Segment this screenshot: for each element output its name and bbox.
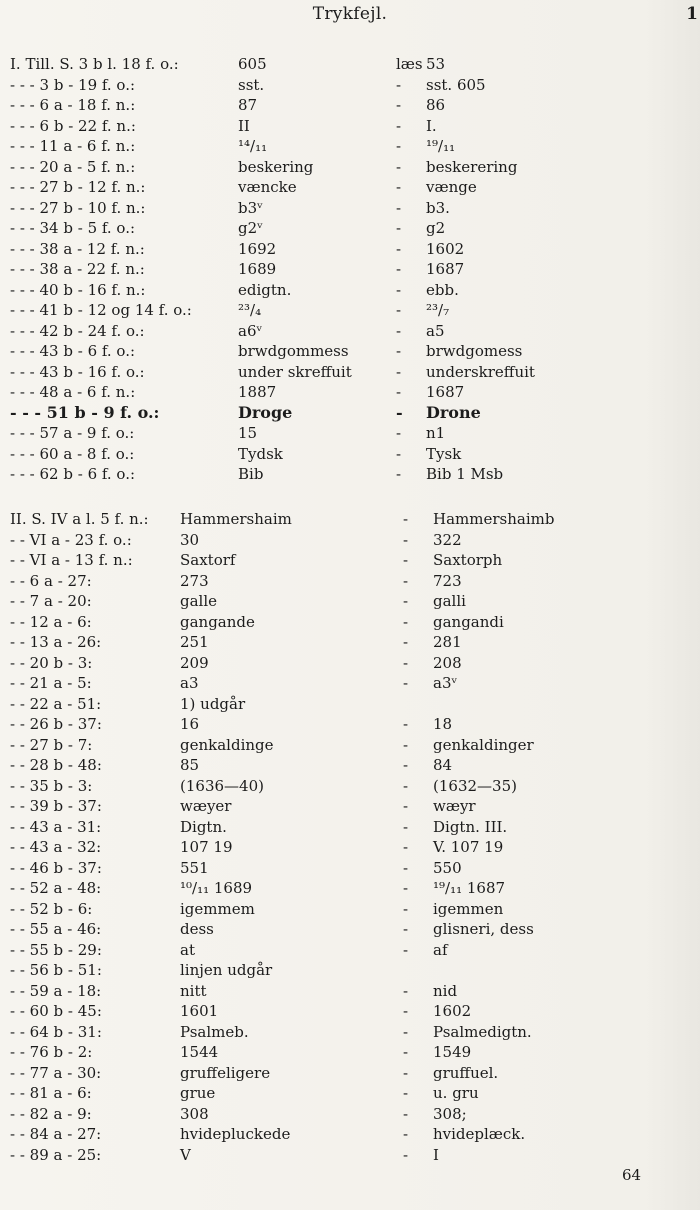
errata-row (0, 612, 700, 633)
errata-right: Bib 1 Msb (426, 465, 504, 483)
errata-prefix: - - - 43 b - 6 f. o.: (10, 342, 136, 360)
errata-wrong: genkaldinge (180, 735, 274, 754)
errata-right: g2 (426, 219, 446, 237)
errata-prefix: - - 28 b - 48: (10, 756, 102, 774)
errata-row (0, 837, 700, 858)
errata-dash: - (403, 592, 409, 610)
errata-dash: - (403, 776, 409, 795)
errata-prefix: - - 52 a - 48: (10, 879, 102, 897)
errata-right: Saxtorph (433, 551, 503, 569)
errata-right: af (433, 940, 448, 959)
errata-dash: - (403, 571, 409, 590)
errata-wrong: a6ᵛ (238, 321, 263, 340)
errata-prefix: - - - 6 a - 18 f. n.: (10, 96, 136, 114)
errata-row (0, 177, 700, 198)
errata-prefix: - - 55 b - 29: (10, 940, 102, 959)
errata-row (0, 362, 700, 383)
errata-wrong: Hammershaim (180, 510, 292, 528)
page-title: Trykfejl. (312, 4, 388, 24)
errata-row (0, 981, 700, 1002)
errata-row (0, 1063, 700, 1084)
errata-right: gruffuel. (433, 1063, 499, 1082)
errata-row (0, 858, 700, 879)
errata-prefix: - - - 48 a - 6 f. n.: (10, 383, 136, 401)
errata-prefix: - - 59 a - 18: (10, 981, 102, 1000)
errata-prefix: - - 55 a - 46: (10, 920, 102, 938)
errata-dash: - (403, 510, 409, 528)
errata-row (0, 75, 700, 96)
errata-row (0, 444, 700, 465)
errata-wrong: galle (180, 592, 218, 610)
errata-right: Tysk (426, 444, 462, 463)
errata-row (0, 899, 700, 920)
errata-row (0, 735, 700, 756)
errata-dash: - (403, 612, 409, 631)
errata-dash: - (403, 674, 409, 692)
errata-prefix: - - 76 b - 2: (10, 1043, 93, 1061)
errata-dash: - (396, 402, 403, 422)
errata-right: 86 (426, 96, 446, 114)
errata-dash: - (403, 735, 409, 754)
errata-right: ²³/₇ (426, 301, 450, 319)
errata-prefix: - - - 62 b - 6 f. o.: (10, 465, 136, 483)
errata-wrong: a3 (180, 674, 199, 692)
errata-row (0, 300, 700, 321)
errata-prefix: - - 52 b - 6: (10, 899, 93, 918)
errata-right: 1687 (426, 383, 465, 401)
errata-dash: - (396, 301, 402, 319)
errata-dash: - (396, 178, 402, 196)
errata-prefix: - - VI a - 23 f. o.: (10, 530, 132, 549)
errata-prefix: - - - 57 a - 9 f. o.: (10, 424, 135, 442)
errata-dash: - (396, 465, 402, 483)
errata-row (0, 714, 700, 735)
errata-row (0, 632, 700, 653)
errata-right: glisneri, dess (433, 920, 534, 938)
errata-dash: - (403, 1063, 409, 1082)
errata-prefix: - - - 41 b - 12 og 14 f. o.: (10, 301, 192, 319)
errata-row (0, 776, 700, 797)
errata-right: 208 (433, 653, 462, 672)
errata-row (0, 341, 700, 362)
errata-dash: - (396, 362, 402, 381)
errata-row (0, 136, 700, 157)
errata-right: 322 (433, 530, 462, 549)
errata-row (0, 591, 700, 612)
errata-right: 1549 (433, 1043, 472, 1061)
errata-right: Hammershaimb (433, 510, 555, 528)
errata-wrong: 308 (180, 1104, 209, 1123)
errata-right: 1687 (426, 260, 465, 278)
errata-right: 1602 (433, 1002, 472, 1020)
errata-wrong: gangande (180, 612, 255, 631)
errata-dash: - (396, 219, 402, 237)
errata-prefix: - - 21 a - 5: (10, 674, 92, 692)
errata-right: 53 (426, 55, 446, 73)
errata-wrong: b3ᵛ (238, 198, 263, 217)
errata-prefix: I. Till. S. 3 b l. 18 f. o.: (10, 55, 179, 73)
errata-dash: - (403, 1084, 409, 1102)
errata-prefix: - - 6 a - 27: (10, 571, 92, 590)
errata-prefix: - - - 34 b - 5 f. o.: (10, 219, 136, 237)
errata-wrong: II (238, 116, 250, 135)
errata-right: 1602 (426, 239, 465, 258)
errata-dash: - (403, 940, 409, 959)
errata-right: nid (433, 981, 458, 1000)
errata-dash: - (403, 879, 409, 897)
errata-row (0, 280, 700, 301)
errata-right: n1 (426, 424, 446, 442)
errata-wrong: 1) udgår (180, 694, 246, 713)
errata-wrong: (1636—40) (180, 776, 264, 795)
errata-right: sst. 605 (426, 75, 486, 94)
errata-row (0, 817, 700, 838)
errata-wrong: 209 (180, 653, 209, 672)
errata-row (0, 1001, 700, 1022)
errata-row (0, 509, 700, 530)
errata-right: ¹⁹/₁₁ 1687 (433, 879, 506, 897)
errata-right: wæyr (433, 797, 476, 815)
errata-row (0, 259, 700, 280)
errata-wrong: Saxtorf (180, 551, 236, 569)
errata-prefix: - - 60 b - 45: (10, 1002, 102, 1020)
errata-wrong: 1689 (238, 260, 277, 278)
errata-prefix: - - 26 b - 37: (10, 715, 102, 733)
errata-wrong: gruffeligere (180, 1063, 271, 1082)
errata-wrong: 273 (180, 571, 209, 590)
errata-prefix: - - - 51 b - 9 f. o.: (10, 402, 160, 422)
errata-dash: - (396, 383, 402, 401)
errata-dash: - (403, 715, 409, 733)
errata-dash: - (403, 1043, 409, 1061)
errata-dash: - (396, 280, 402, 299)
errata-prefix: - - - 27 b - 10 f. n.: (10, 198, 146, 217)
errata-row (0, 1042, 700, 1063)
errata-wrong: ¹⁰/₁₁ 1689 (180, 879, 253, 897)
errata-right: I. (426, 116, 437, 135)
errata-dash: læs (396, 55, 423, 73)
errata-right: V. 107 19 (433, 838, 504, 856)
errata-row (0, 530, 700, 551)
errata-dash: - (403, 797, 409, 815)
errata-right: 18 (433, 715, 453, 733)
errata-wrong: hvidepluckede (180, 1125, 291, 1143)
errata-row (0, 54, 700, 75)
errata-prefix: - - 39 b - 37: (10, 797, 102, 815)
errata-right: (1632—35) (433, 776, 517, 795)
errata-wrong: ¹⁴/₁₁ (238, 137, 268, 155)
errata-dash: - (396, 116, 402, 135)
errata-dash: - (403, 633, 409, 651)
errata-dash: - (396, 342, 402, 360)
errata-wrong: Tydsk (238, 444, 283, 463)
errata-dash: - (396, 424, 402, 442)
errata-prefix: - - 43 a - 32: (10, 838, 102, 856)
errata-row (0, 1083, 700, 1104)
errata-right: 281 (433, 633, 462, 651)
errata-right: 723 (433, 571, 462, 590)
errata-right: underskreffuit (426, 362, 535, 381)
errata-row (0, 321, 700, 342)
errata-wrong: igemmem (180, 899, 255, 918)
errata-right: genkaldinger (433, 735, 534, 754)
errata-prefix: - - - 60 a - 8 f. o.: (10, 444, 135, 463)
errata-wrong: beskering (238, 157, 314, 176)
errata-right: galli (433, 592, 466, 610)
errata-dash: - (396, 444, 402, 463)
errata-dash: - (403, 1002, 409, 1020)
errata-dash: - (396, 157, 402, 176)
errata-right: igemmen (433, 899, 504, 918)
errata-prefix: - - 13 a - 26: (10, 633, 102, 651)
errata-dash: - (396, 96, 402, 114)
errata-wrong: Droge (238, 402, 293, 422)
errata-prefix: - - 46 b - 37: (10, 858, 102, 877)
errata-prefix: - - 64 b - 31: (10, 1022, 102, 1041)
errata-right: ¹⁹/₁₁ (426, 137, 456, 155)
errata-dash: - (403, 551, 409, 569)
errata-wrong: wæyer (180, 797, 232, 815)
errata-row (0, 796, 700, 817)
errata-dash: - (403, 838, 409, 856)
errata-dash: - (403, 530, 409, 549)
errata-right: b3. (426, 198, 450, 217)
errata-wrong: 1692 (238, 239, 277, 258)
errata-prefix: - - - 3 b - 19 f. o.: (10, 75, 136, 94)
errata-row (0, 1145, 700, 1166)
errata-prefix: - - - 11 a - 6 f. n.: (10, 137, 136, 155)
errata-prefix: - - 20 b - 3: (10, 653, 93, 672)
errata-wrong: 1544 (180, 1043, 219, 1061)
errata-dash: - (396, 75, 402, 94)
errata-prefix: - - 77 a - 30: (10, 1063, 102, 1082)
errata-wrong: væncke (238, 178, 297, 196)
errata-right: 308; (433, 1104, 467, 1123)
errata-row (0, 571, 700, 592)
errata-row (0, 239, 700, 260)
errata-prefix: - - - 27 b - 12 f. n.: (10, 178, 146, 196)
errata-row (0, 919, 700, 940)
errata-dash: - (396, 198, 402, 217)
errata-wrong: 551 (180, 858, 209, 877)
errata-row (0, 960, 700, 981)
errata-row (0, 550, 700, 571)
errata-prefix: - - - 43 b - 16 f. o.: (10, 362, 145, 381)
errata-prefix: - - VI a - 13 f. n.: (10, 551, 133, 569)
errata-right: hvideplæck. (433, 1125, 526, 1143)
corner-mark: 1 (686, 4, 698, 24)
page-number: 64 (622, 1166, 642, 1184)
errata-row (0, 673, 700, 694)
errata-row (0, 198, 700, 219)
errata-row (0, 694, 700, 715)
errata-right: 84 (433, 756, 453, 774)
errata-row (0, 423, 700, 444)
errata-wrong: 107 19 (180, 838, 233, 856)
errata-dash: - (403, 1145, 409, 1164)
errata-row (0, 1124, 700, 1145)
errata-right: vænge (426, 178, 477, 196)
errata-row (0, 403, 700, 424)
errata-dash: - (396, 137, 402, 155)
errata-dash: - (403, 756, 409, 774)
errata-prefix: - - 89 a - 25: (10, 1145, 102, 1164)
errata-right: Drone (426, 402, 481, 422)
errata-row (0, 116, 700, 137)
errata-wrong: under skreffuit (238, 362, 352, 381)
errata-wrong: 16 (180, 715, 200, 733)
errata-prefix: - - 22 a - 51: (10, 694, 102, 713)
errata-wrong: edigtn. (238, 280, 292, 299)
errata-dash: - (403, 981, 409, 1000)
errata-prefix: - - 82 a - 9: (10, 1104, 92, 1123)
errata-right: brwdgomess (426, 342, 523, 360)
errata-wrong: grue (180, 1084, 216, 1102)
errata-right: a3ᵛ (433, 674, 458, 692)
errata-wrong: 30 (180, 530, 200, 549)
errata-right: a5 (426, 321, 445, 340)
errata-right: 550 (433, 858, 462, 877)
errata-wrong: 1601 (180, 1002, 219, 1020)
errata-prefix: - - 81 a - 6: (10, 1084, 92, 1102)
errata-wrong: 605 (238, 55, 267, 73)
errata-wrong: brwdgommess (238, 342, 349, 360)
errata-prefix: - - - 38 a - 22 f. n.: (10, 260, 145, 278)
errata-wrong: 85 (180, 756, 200, 774)
errata-row (0, 653, 700, 674)
errata-wrong: 251 (180, 633, 209, 651)
errata-right: beskerering (426, 157, 518, 176)
errata-prefix: - - - 6 b - 22 f. n.: (10, 116, 136, 135)
errata-prefix: - - - 42 b - 24 f. o.: (10, 321, 145, 340)
errata-wrong: 15 (238, 424, 258, 442)
errata-wrong: linjen udgår (180, 961, 273, 979)
errata-wrong: Digtn. (180, 817, 227, 836)
errata-dash: - (396, 321, 402, 340)
errata-wrong: dess (180, 920, 214, 938)
errata-prefix: - - 43 a - 31: (10, 817, 102, 836)
errata-dash: - (403, 1022, 409, 1041)
errata-wrong: 1887 (238, 383, 277, 401)
errata-wrong: V (180, 1145, 191, 1164)
errata-wrong: nitt (180, 981, 207, 1000)
errata-row (0, 1104, 700, 1125)
errata-prefix: - - 56 b - 51: (10, 961, 102, 979)
errata-prefix: - - - 20 a - 5 f. n.: (10, 157, 136, 176)
errata-wrong: at (180, 940, 195, 959)
errata-dash: - (403, 1125, 409, 1143)
errata-right: ebb. (426, 280, 459, 299)
errata-right: gangandi (433, 612, 504, 631)
errata-row (0, 382, 700, 403)
errata-right: u. gru (433, 1084, 479, 1102)
errata-prefix: - - - 38 a - 12 f. n.: (10, 239, 145, 258)
errata-dash: - (403, 817, 409, 836)
errata-wrong: Psalmeb. (180, 1022, 249, 1041)
errata-wrong: Bib (238, 465, 264, 483)
errata-dash: - (403, 899, 409, 918)
errata-prefix: - - 7 a - 20: (10, 592, 92, 610)
errata-prefix: - - 12 a - 6: (10, 612, 92, 631)
errata-row (0, 940, 700, 961)
errata-dash: - (403, 920, 409, 938)
errata-prefix: - - - 40 b - 16 f. n.: (10, 280, 146, 299)
errata-dash: - (403, 653, 409, 672)
errata-wrong: sst. (238, 75, 265, 94)
errata-wrong: 87 (238, 96, 258, 114)
errata-row (0, 218, 700, 239)
errata-right: I (433, 1145, 439, 1164)
errata-prefix: - - 27 b - 7: (10, 735, 93, 754)
errata-row (0, 755, 700, 776)
errata-row (0, 95, 700, 116)
errata-row (0, 878, 700, 899)
errata-right: Digtn. III. (433, 817, 508, 836)
errata-wrong: g2ᵛ (238, 219, 263, 237)
errata-dash: - (396, 260, 402, 278)
errata-dash: - (403, 858, 409, 877)
errata-prefix: - - 35 b - 3: (10, 776, 93, 795)
errata-prefix: II. S. IV a l. 5 f. n.: (10, 510, 149, 528)
errata-row (0, 464, 700, 485)
errata-wrong: ²³/₄ (238, 301, 262, 319)
errata-dash: - (396, 239, 402, 258)
errata-row (0, 1022, 700, 1043)
errata-dash: - (403, 1104, 409, 1123)
errata-right: Psalmedigtn. (433, 1022, 532, 1041)
errata-prefix: - - 84 a - 27: (10, 1125, 102, 1143)
errata-row (0, 157, 700, 178)
